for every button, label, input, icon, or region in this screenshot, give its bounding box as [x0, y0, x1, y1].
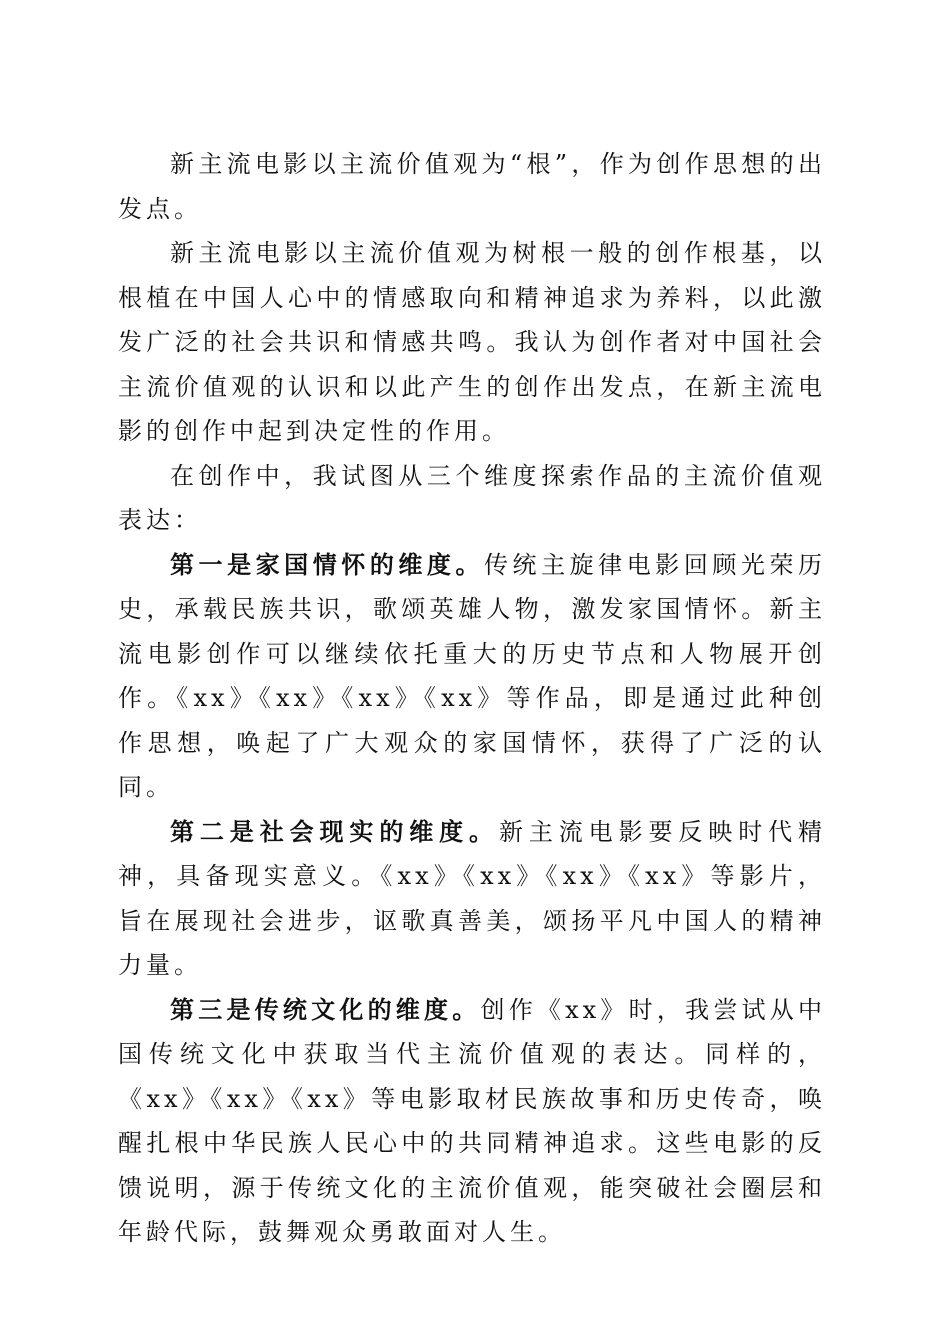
- paragraph-5: [118, 810, 826, 988]
- paragraph-lead: 第三是传统文化的维度。: [170, 994, 481, 1024]
- paragraph-text: 创作《xx》时，我尝试从中国传统文化中获取当代主流价值观的表达。同样的，《xx》《xx》《xx》等电影取材民族故事和历史传奇，唤醒扎根中华民族人民心中的共同精神追求。这些电影的反馈说明，源于传统文化的主流价值观，能突破社会圈层和年龄代际，鼓舞观众勇敢面对人生。: [118, 995, 826, 1246]
- paragraph-6: [118, 988, 826, 1255]
- paragraph-lead: 第一是家国情怀的维度。: [170, 549, 484, 579]
- paragraph-3: [118, 454, 826, 543]
- paragraph-lead: 第二是社会现实的维度。: [170, 816, 499, 846]
- paragraph-1: [118, 142, 826, 231]
- paragraph-text: 传统主旋律电影回顾光荣历史，承载民族共识，歌颂英雄人物，激发家国情怀。新主流电影创作可以继续依托重大的历史节点和人物展开创作。《xx》《xx》《xx》《xx》等作品，即是通过此种创作思想，唤起了广大观众的家国情怀，获得了广泛的认同。: [118, 550, 826, 801]
- paragraph-text: 新主流电影以主流价值观为树根一般的创作根基，以根植在中国人心中的情感取向和精神追求为养料，以此激发广泛的社会共识和情感共鸣。我认为创作者对中国社会主流价值观的认识和以此产生的创作出发点，在新主流电影的创作中起到决定性的作用。: [118, 239, 826, 445]
- paragraph-text: 新主流电影以主流价值观为“根”，作为创作思想的出发点。: [118, 150, 826, 223]
- paragraph-text: 在创作中，我试图从三个维度探索作品的主流价值观表达：: [118, 461, 826, 534]
- paragraph-4: [118, 543, 826, 810]
- document-body: [118, 142, 826, 1255]
- paragraph-text: 新主流电影要反映时代精神，具备现实意义。《xx》《xx》《xx》《xx》等影片，旨在展现社会进步，讴歌真善美，颂扬平凡中国人的精神力量。: [118, 817, 826, 979]
- paragraph-2: [118, 231, 826, 454]
